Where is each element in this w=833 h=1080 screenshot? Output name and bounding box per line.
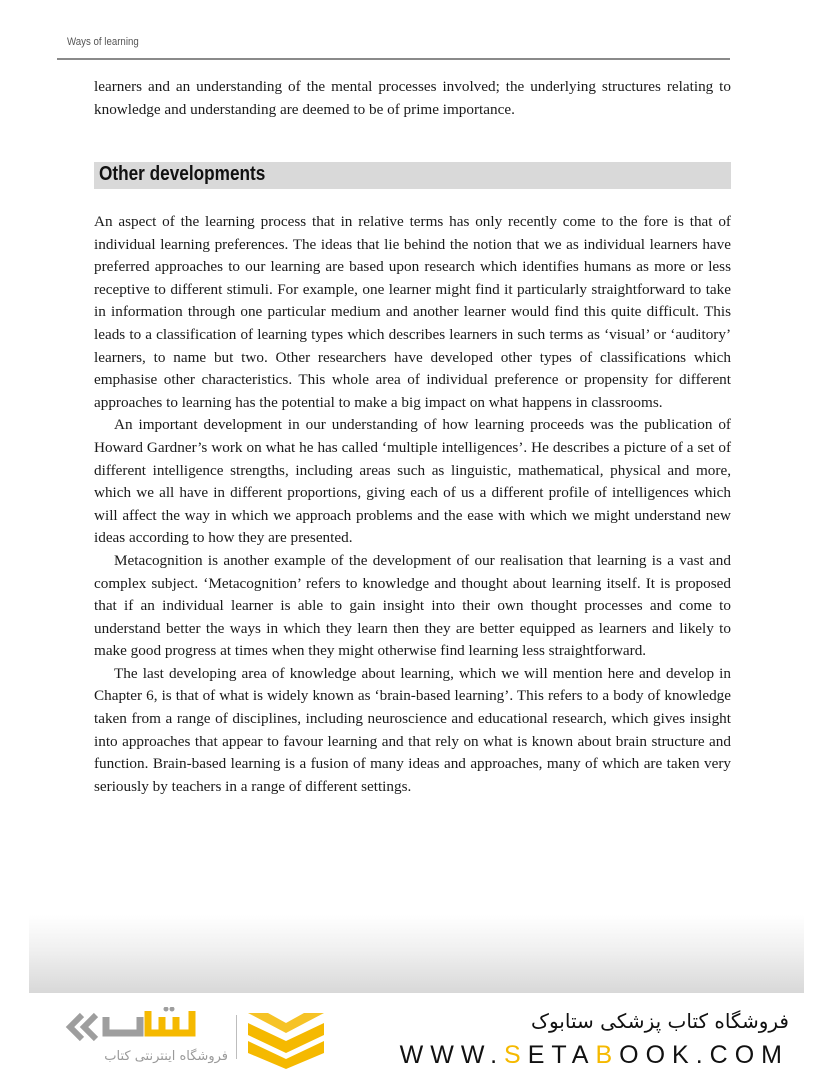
setabook-wordmark-icon — [62, 1007, 232, 1047]
store-url — [400, 1041, 789, 1070]
store-name-persian: فروشگاه کتاب پزشکی ستابوک — [531, 1009, 789, 1033]
page-bottom-shadow — [29, 915, 804, 993]
lead-paragraph — [94, 76, 731, 121]
url-highlight: S — [504, 1041, 528, 1069]
section-body — [94, 211, 731, 798]
paragraph: An aspect of the learning process that in relative terms has only recently come to the fore is that of individual learning preferences. The ideas that lie behind the notion that we as individual learners have preferred approaches to our learning are based upon research which identifies humans as more or less receptive to different stimuli. For example, one learner might find it particularly straightforward to take in information through one particular medium and another learner would find this quite difficult. This leads to a classification of learning types which describes learners in such terms as ‘visual’ or ‘auditory’ learners, to name but two. Other researchers have developed other types of classifications which emphasise other characteristics. This whole area of individual preference or propensity for different approaches to learning has the potential to make a big impact on what happens in classrooms. — [94, 213, 731, 411]
watermark-banner — [0, 993, 833, 1080]
logo-divider — [236, 1015, 237, 1059]
setabook-chevron-logo-icon — [248, 1013, 324, 1069]
logo-subtitle: فروشگاه اینترنتی کتاب — [104, 1049, 228, 1064]
paragraph: An important development in our understanding of how learning proceeds was the publication of Howard Gardner’s work on what he has called ‘multiple intelligences’. He describes a picture of a set of different intelligence strengths, including areas such as linguistic, mathematical, physical and more, which we all have in different proportions, giving each of us a different profile of intelligences which will affect the way in which we approach problems and the ease with which we might understand new ideas according to how they are presented. — [94, 416, 731, 547]
section-heading-bar — [94, 162, 731, 189]
paragraph: Metacognition is another example of the development of our realisation that learning is a vast and complex subject. ‘Metacognition’ refers to knowledge and thought about learning itself. It is proposed that if an individual learner is able to gain insight into their own thought processes and come to understand better the ways in which they learn then they are better equipped as learners and likely to make good progress at times when they might otherwise find learning less straightforward. — [94, 551, 731, 660]
paragraph: The last developing area of knowledge about learning, which we will mention here and develop in Chapter 6, is that of what is widely known as ‘brain-based learning’. This refers to a body of knowledge taken from a range of disciplines, including neuroscience and educational research, which gives insight into approaches that appear to favour learning and that rely on what is known about brain structure and function. Brain-based learning is a fusion of many ideas and approaches, many of which are taken very seriously by teachers in a range of different settings. — [94, 664, 731, 795]
url-highlight: B — [595, 1041, 620, 1069]
url-part: WWW. — [399, 1041, 505, 1069]
url-part: ETA — [527, 1041, 596, 1069]
section-heading: Other developments — [99, 163, 266, 185]
url-part: OOK.COM — [619, 1041, 789, 1069]
running-head: Ways of learning — [67, 36, 139, 48]
header-rule — [57, 58, 730, 60]
paragraph: learners and an understanding of the mental processes involved; the underlying structures relating to knowledge and understanding are deemed to be of prime importance. — [94, 78, 731, 118]
